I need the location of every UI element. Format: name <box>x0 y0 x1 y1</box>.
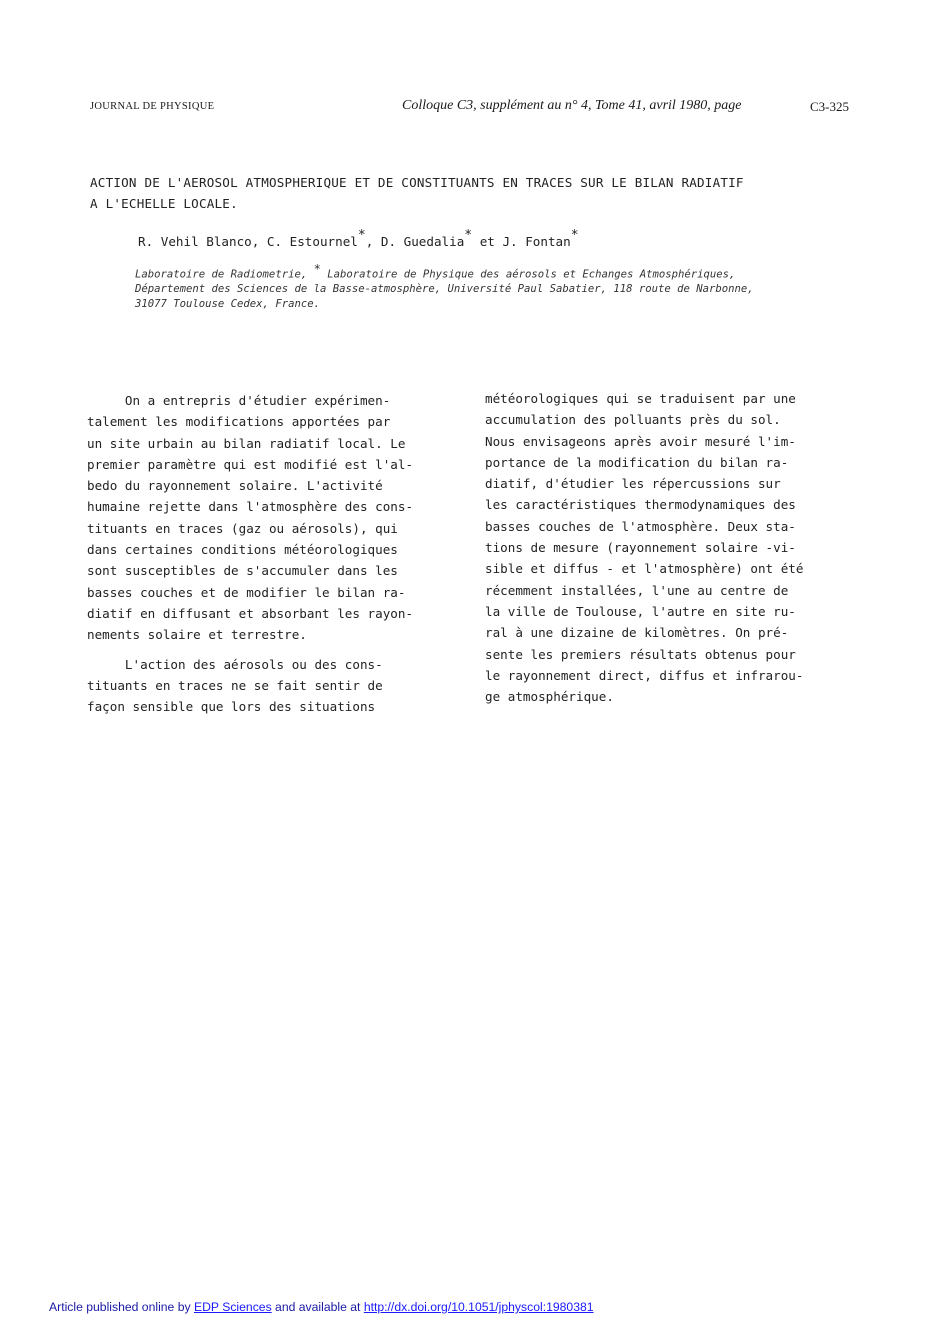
page-number: C3-325 <box>810 99 849 114</box>
text-line: sente les premiers résultats obtenus pour <box>485 646 796 662</box>
text-line: Nous envisageons après avoir mesuré l'im- <box>485 433 796 449</box>
journal-name: JOURNAL DE PHYSIQUE <box>90 101 215 112</box>
affiliation-line-2: Département des Sciences de la Basse-atmosphère, Université Paul Sabatier, 118 route de Narbonne, <box>135 283 754 296</box>
affiliation-mark: * <box>570 228 579 243</box>
text-line: talement les modifications apportées par <box>87 414 391 430</box>
colloque-info <box>402 98 742 114</box>
text-line: diatif en diffusant et absorbant les rayon- <box>87 605 414 621</box>
right-column <box>485 388 857 707</box>
text-line: le rayonnement direct, diffus et infrarou- <box>485 667 804 683</box>
left-column <box>87 390 459 717</box>
text-line: un site urbain au bilan radiatif local. Le <box>87 435 406 451</box>
text-line: nements solaire et terrestre. <box>87 627 307 643</box>
doi-link[interactable]: http://dx.doi.org/10.1051/jphyscol:1980381 <box>363 1300 594 1314</box>
text-line: ral à une dizaine de kilomètres. On pré- <box>485 625 789 641</box>
paragraph-3 <box>485 388 857 707</box>
author-2: , D. Guedalia <box>365 234 465 250</box>
affiliation-block <box>135 262 855 311</box>
text-line: tituants en traces ne se fait sentir de <box>87 677 383 693</box>
title-line-1: ACTION DE L'AEROSOL ATMOSPHERIQUE ET DE CONSTITUANTS EN TRACES SUR LE BILAN RADIATIF <box>90 175 744 190</box>
affiliation-mark: * <box>313 262 321 276</box>
text-line: humaine rejette dans l'atmosphère des cons- <box>87 499 414 515</box>
paragraph-2 <box>87 654 459 718</box>
affiliation-lab-2: Laboratoire de Physique des aérosols et Echanges Atmosphériques, <box>327 268 736 281</box>
affiliation-line-1 <box>135 262 855 282</box>
text-line: tions de mesure (rayonnement solaire -vi- <box>485 540 796 556</box>
paragraph-1 <box>87 390 459 646</box>
text-line: bedo du rayonnement solaire. L'activité <box>87 478 383 494</box>
text-line: sible et diffus - et l'atmosphère) ont été <box>485 561 804 577</box>
text-line: On a entrepris d'étudier expérimen- <box>87 393 391 408</box>
article-title <box>90 172 850 214</box>
text-line: les caractéristiques thermodynamiques des <box>485 497 796 513</box>
text-line: récemment installées, l'une au centre de <box>485 582 789 598</box>
text-line: basses couches de l'atmosphère. Deux sta- <box>485 518 796 534</box>
affiliation-lab-1: Laboratoire de Radiometrie, <box>135 268 308 281</box>
text-line: L'action des aérosols ou des cons- <box>87 656 383 672</box>
text-line: ge atmosphérique. <box>485 689 614 705</box>
publisher-link[interactable]: EDP Sciences <box>193 1300 272 1314</box>
text-line: premier paramètre qui est modifié est l'al- <box>87 456 414 472</box>
author-list <box>138 230 579 249</box>
text-line: la ville de Toulouse, l'autre en site ru- <box>485 603 796 619</box>
affiliation-line-3: 31077 Toulouse Cedex, France. <box>135 297 320 310</box>
publication-footer <box>49 1300 594 1314</box>
author-1: R. Vehil Blanco, C. Estournel <box>138 234 358 250</box>
colloque-text: Colloque C3, supplément au n° 4, Tome 41, avril 1980, page <box>402 98 742 113</box>
text-line: sont susceptibles de s'accumuler dans les <box>87 563 398 579</box>
footer-prefix: Article published online by <box>49 1300 194 1314</box>
text-line: diatif, d'étudier les répercussions sur <box>485 476 781 492</box>
affiliation-mark: * <box>357 228 366 243</box>
text-line: basses couches et de modifier le bilan ra- <box>87 584 406 600</box>
footer-middle: and available at <box>271 1300 364 1314</box>
affiliation-mark: * <box>464 228 473 243</box>
text-line: météorologiques qui se traduisent par une <box>485 391 796 406</box>
text-line: façon sensible que lors des situations <box>87 699 376 715</box>
author-3: et J. Fontan <box>472 234 571 250</box>
text-line: portance de la modification du bilan ra- <box>485 454 789 470</box>
text-line: tituants en traces (gaz ou aérosols), qui <box>87 520 398 536</box>
text-line: accumulation des polluants près du sol. <box>485 412 781 428</box>
text-line: dans certaines conditions météorologiques <box>87 542 398 558</box>
title-line-2: A L'ECHELLE LOCALE. <box>90 196 238 211</box>
